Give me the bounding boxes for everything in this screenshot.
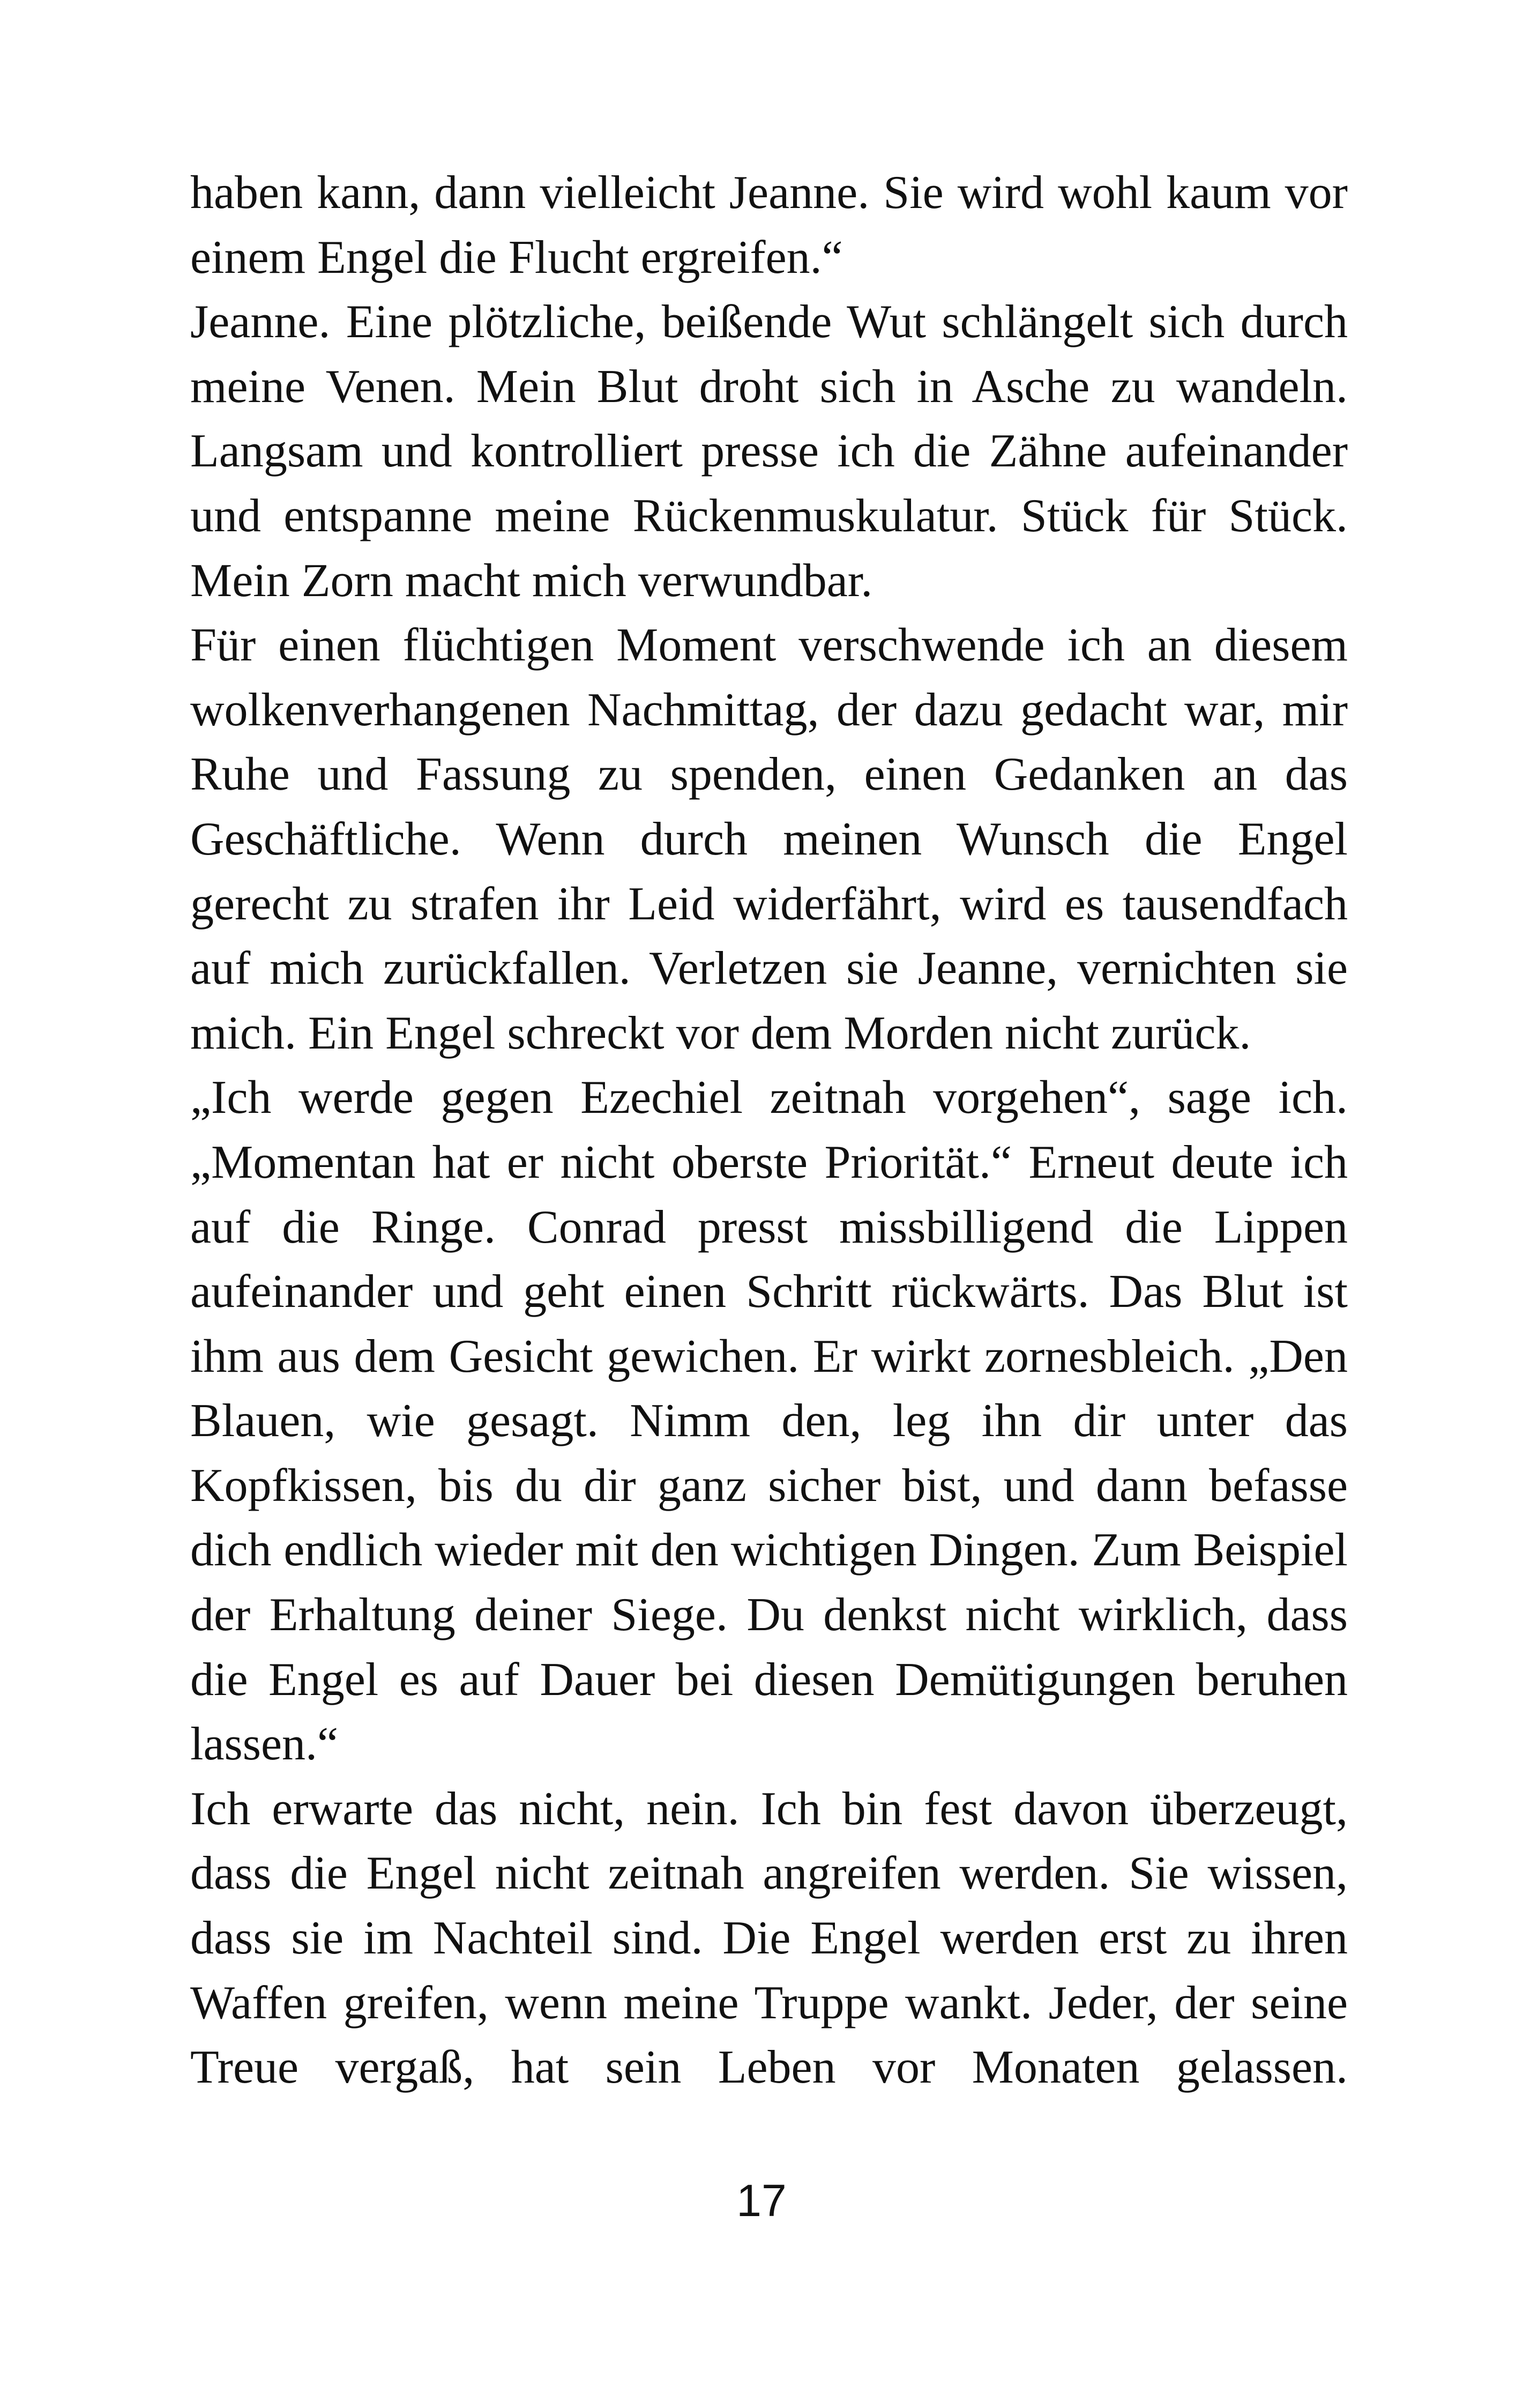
paragraph: Jeanne. Eine plötzliche, beißende Wut schlängelt sich durch meine Venen. Mein Blut droht sich in Asche zu wandeln. Langsam und kontrolliert presse ich die Zähne aufeinander und entspanne meine Rückenmuskulatur. Stück für Stück. Mein Zorn macht mich verwundbar.: [190, 296, 1348, 607]
page-number: 17: [736, 2175, 787, 2226]
body-text: [190, 161, 1348, 2100]
paragraph: „Ich werde gegen Ezechiel zeitnah vorgehen“, sage ich. „Momentan hat er nicht oberste Priorität.“ Erneut deute ich auf die Ringe. Conrad presst missbilligend die Lippen aufeinander und geht einen Schritt rückwärts. Das Blut ist ihm aus dem Gesicht gewichen. Er wirkt zornesbleich. „Den Blauen, wie gesagt. Nimm den, leg ihn dir unter das Kopfkissen, bis du dir ganz sicher bist, und dann befasse dich endlich wieder mit den wichtigen Dingen. Zum Beispiel der Erhaltung deiner Siege. Du denkst nicht wirklich, dass die Engel es auf Dauer bei diesen Demütigungen beruhen lassen.“: [190, 1072, 1348, 1771]
paragraph: Ich erwarte das nicht, nein. Ich bin fest davon überzeugt, dass die Engel nicht zeitnah angreifen werden. Sie wissen, dass sie im Nachteil sind. Die Engel werden erst zu ihren Waffen greifen, wenn meine Truppe wankt. Jeder, der seine Treue vergaß, hat sein Leben vor Monaten gelassen.: [190, 1782, 1348, 2094]
paragraph: haben kann, dann vielleicht Jeanne. Sie wird wohl kaum vor einem Engel die Flucht ergreifen.“: [190, 167, 1348, 284]
paragraph: Für einen flüchtigen Moment verschwende ich an diesem wolkenverhangenen Nachmittag, der dazu gedacht war, mir Ruhe und Fassung zu spenden, einen Gedanken an das Geschäftliche. Wenn durch meinen Wunsch die Engel gerecht zu strafen ihr Leid widerfährt, wird es tausendfach auf mich zurückfallen. Verletzen sie Jeanne, vernichten sie mich. Ein Engel schreckt vor dem Morden nicht zurück.: [190, 619, 1348, 1059]
